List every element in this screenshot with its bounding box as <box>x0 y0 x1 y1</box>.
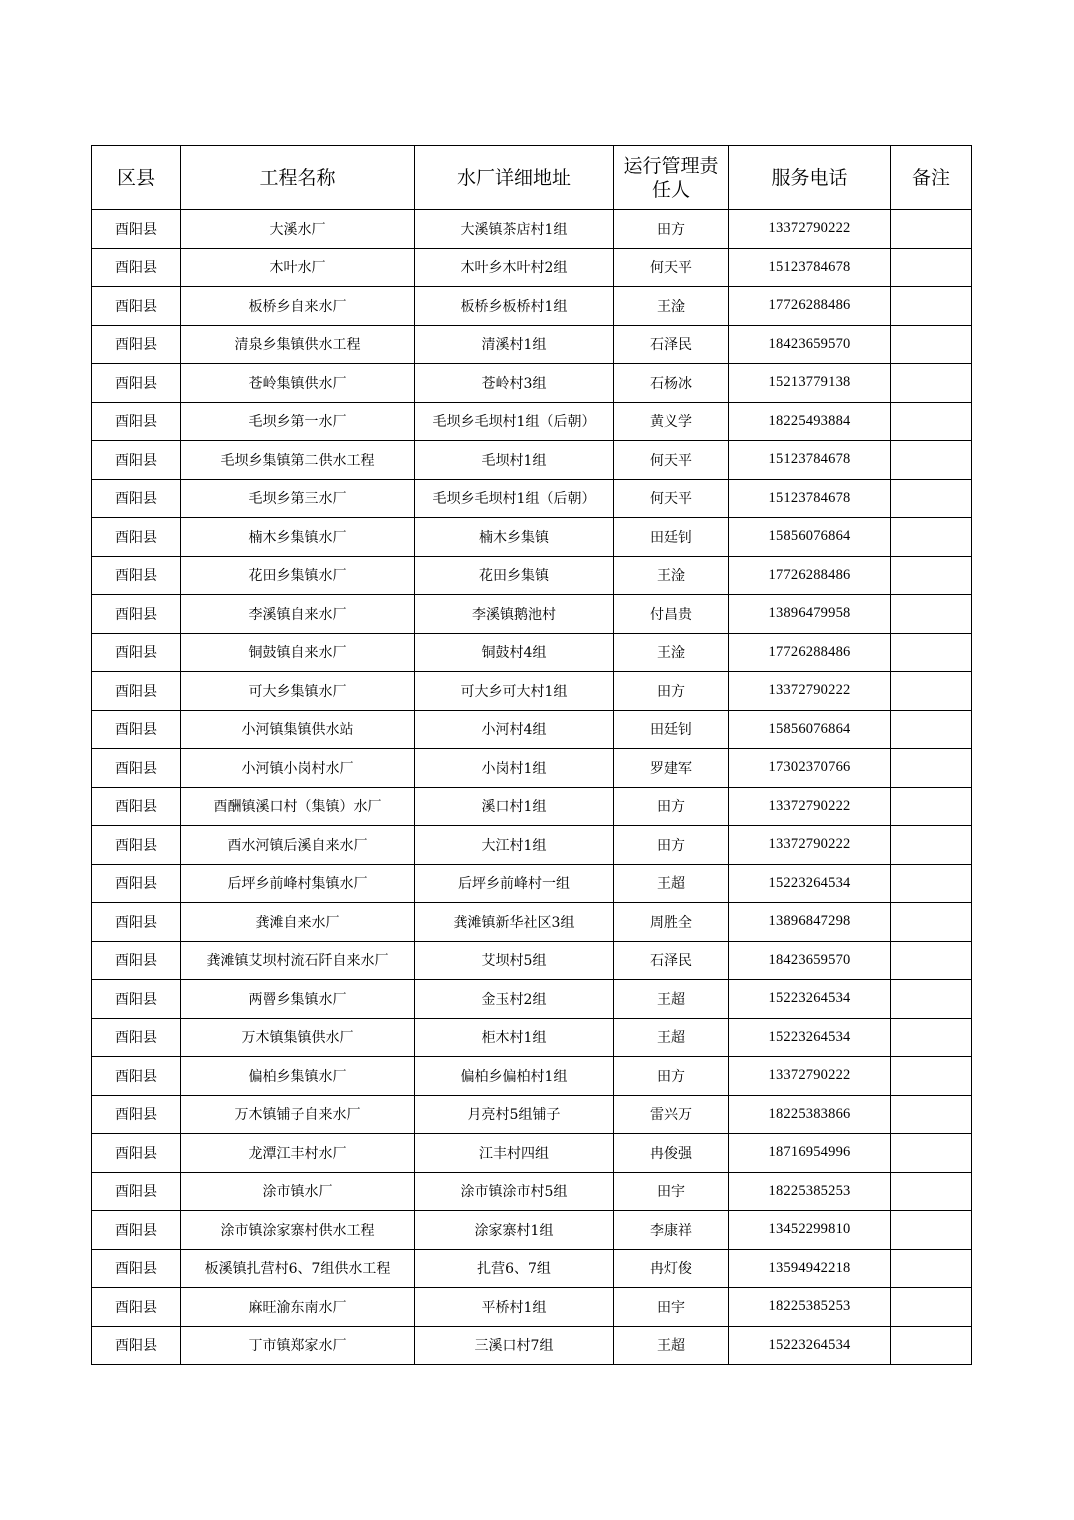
cell-responsible-person: 李康祥 <box>614 1211 729 1250</box>
table-row <box>92 325 972 364</box>
cell-project-name: 龙潭江丰村水厂 <box>181 1134 415 1173</box>
cell-project-name: 万木镇铺子自来水厂 <box>181 1095 415 1134</box>
cell-plant-address: 铜鼓村4组 <box>415 633 614 672</box>
header-service-phone: 服务电话 <box>729 146 891 210</box>
cell-project-name: 小河镇小岗村水厂 <box>181 749 415 788</box>
cell-responsible-person: 付昌贵 <box>614 595 729 634</box>
cell-plant-address: 毛坝乡毛坝村1组（后朝） <box>415 479 614 518</box>
cell-county: 酉阳县 <box>92 248 181 287</box>
cell-service-phone: 13896479958 <box>729 595 891 634</box>
table-row <box>92 710 972 749</box>
cell-remarks <box>891 903 972 942</box>
cell-county: 酉阳县 <box>92 595 181 634</box>
cell-county: 酉阳县 <box>92 826 181 865</box>
cell-responsible-person: 田方 <box>614 1057 729 1096</box>
cell-responsible-person: 王淦 <box>614 633 729 672</box>
cell-responsible-person: 石泽民 <box>614 941 729 980</box>
cell-county: 酉阳县 <box>92 1249 181 1288</box>
table-row <box>92 749 972 788</box>
cell-county: 酉阳县 <box>92 1326 181 1365</box>
cell-responsible-person: 何天平 <box>614 248 729 287</box>
cell-service-phone: 17302370766 <box>729 749 891 788</box>
cell-plant-address: 毛坝村1组 <box>415 441 614 480</box>
cell-responsible-person: 田方 <box>614 210 729 249</box>
cell-county: 酉阳县 <box>92 1211 181 1250</box>
cell-county: 酉阳县 <box>92 633 181 672</box>
table-row <box>92 980 972 1019</box>
table-row <box>92 1288 972 1327</box>
cell-project-name: 板溪镇扎营村6、7组供水工程 <box>181 1249 415 1288</box>
table-row <box>92 441 972 480</box>
cell-plant-address: 平桥村1组 <box>415 1288 614 1327</box>
table-row <box>92 1172 972 1211</box>
cell-responsible-person: 何天平 <box>614 441 729 480</box>
cell-service-phone: 13372790222 <box>729 787 891 826</box>
cell-plant-address: 涂市镇涂市村5组 <box>415 1172 614 1211</box>
cell-responsible-person: 田宇 <box>614 1288 729 1327</box>
cell-project-name: 苍岭集镇供水厂 <box>181 364 415 403</box>
cell-plant-address: 柜木村1组 <box>415 1018 614 1057</box>
cell-county: 酉阳县 <box>92 980 181 1019</box>
table-row <box>92 903 972 942</box>
header-remarks: 备注 <box>891 146 972 210</box>
cell-responsible-person: 王超 <box>614 980 729 1019</box>
cell-plant-address: 清溪村1组 <box>415 325 614 364</box>
table-body <box>92 210 972 1365</box>
cell-county: 酉阳县 <box>92 1018 181 1057</box>
cell-remarks <box>891 287 972 326</box>
table-row <box>92 556 972 595</box>
header-county: 区县 <box>92 146 181 210</box>
cell-responsible-person: 周胜全 <box>614 903 729 942</box>
cell-county: 酉阳县 <box>92 518 181 557</box>
cell-service-phone: 13372790222 <box>729 1057 891 1096</box>
cell-remarks <box>891 556 972 595</box>
table-row <box>92 287 972 326</box>
cell-remarks <box>891 826 972 865</box>
cell-responsible-person: 王超 <box>614 1018 729 1057</box>
cell-project-name: 后坪乡前峰村集镇水厂 <box>181 864 415 903</box>
cell-project-name: 板桥乡自来水厂 <box>181 287 415 326</box>
cell-project-name: 涂市镇水厂 <box>181 1172 415 1211</box>
cell-service-phone: 15123784678 <box>729 441 891 480</box>
table-row <box>92 826 972 865</box>
cell-plant-address: 艾坝村5组 <box>415 941 614 980</box>
cell-project-name: 两罾乡集镇水厂 <box>181 980 415 1019</box>
cell-plant-address: 木叶乡木叶村2组 <box>415 248 614 287</box>
cell-county: 酉阳县 <box>92 749 181 788</box>
cell-project-name: 毛坝乡集镇第二供水工程 <box>181 441 415 480</box>
cell-project-name: 偏柏乡集镇水厂 <box>181 1057 415 1096</box>
cell-responsible-person: 田廷钊 <box>614 518 729 557</box>
cell-service-phone: 15123784678 <box>729 248 891 287</box>
header-row <box>92 146 972 210</box>
cell-project-name: 毛坝乡第三水厂 <box>181 479 415 518</box>
cell-remarks <box>891 1134 972 1173</box>
cell-responsible-person: 雷兴万 <box>614 1095 729 1134</box>
cell-plant-address: 偏柏乡偏柏村1组 <box>415 1057 614 1096</box>
cell-remarks <box>891 749 972 788</box>
cell-responsible-person: 何天平 <box>614 479 729 518</box>
cell-plant-address: 三溪口村7组 <box>415 1326 614 1365</box>
cell-plant-address: 李溪镇鹅池村 <box>415 595 614 634</box>
table-row <box>92 1134 972 1173</box>
cell-remarks <box>891 1326 972 1365</box>
cell-service-phone: 18716954996 <box>729 1134 891 1173</box>
cell-county: 酉阳县 <box>92 864 181 903</box>
table-row <box>92 941 972 980</box>
cell-remarks <box>891 210 972 249</box>
cell-service-phone: 13372790222 <box>729 672 891 711</box>
cell-project-name: 酉酬镇溪口村（集镇）水厂 <box>181 787 415 826</box>
cell-responsible-person: 田宇 <box>614 1172 729 1211</box>
cell-responsible-person: 黄义学 <box>614 402 729 441</box>
cell-remarks <box>891 1172 972 1211</box>
cell-plant-address: 江丰村四组 <box>415 1134 614 1173</box>
cell-county: 酉阳县 <box>92 364 181 403</box>
cell-remarks <box>891 1018 972 1057</box>
table-row <box>92 210 972 249</box>
cell-service-phone: 18225383866 <box>729 1095 891 1134</box>
cell-county: 酉阳县 <box>92 941 181 980</box>
cell-remarks <box>891 710 972 749</box>
header-project-name: 工程名称 <box>181 146 415 210</box>
cell-responsible-person: 冉俊强 <box>614 1134 729 1173</box>
table-row <box>92 248 972 287</box>
cell-responsible-person: 王淦 <box>614 287 729 326</box>
cell-county: 酉阳县 <box>92 1057 181 1096</box>
cell-project-name: 楠木乡集镇水厂 <box>181 518 415 557</box>
cell-plant-address: 涂家寨村1组 <box>415 1211 614 1250</box>
cell-responsible-person: 田方 <box>614 787 729 826</box>
header-responsible-person: 运行管理责任人 <box>614 146 729 210</box>
cell-responsible-person: 冉灯俊 <box>614 1249 729 1288</box>
table-row <box>92 633 972 672</box>
cell-plant-address: 苍岭村3组 <box>415 364 614 403</box>
cell-plant-address: 大江村1组 <box>415 826 614 865</box>
cell-responsible-person: 田方 <box>614 826 729 865</box>
cell-remarks <box>891 325 972 364</box>
cell-remarks <box>891 1095 972 1134</box>
table-row <box>92 672 972 711</box>
cell-remarks <box>891 1249 972 1288</box>
cell-remarks <box>891 787 972 826</box>
cell-remarks <box>891 248 972 287</box>
cell-remarks <box>891 441 972 480</box>
cell-project-name: 小河镇集镇供水站 <box>181 710 415 749</box>
cell-responsible-person: 田方 <box>614 672 729 711</box>
cell-service-phone: 17726288486 <box>729 633 891 672</box>
cell-responsible-person: 王淦 <box>614 556 729 595</box>
cell-project-name: 大溪水厂 <box>181 210 415 249</box>
cell-county: 酉阳县 <box>92 1172 181 1211</box>
cell-remarks <box>891 864 972 903</box>
cell-service-phone: 13452299810 <box>729 1211 891 1250</box>
cell-service-phone: 15223264534 <box>729 980 891 1019</box>
cell-plant-address: 扎营6、7组 <box>415 1249 614 1288</box>
cell-remarks <box>891 1288 972 1327</box>
cell-service-phone: 15223264534 <box>729 864 891 903</box>
table-row <box>92 1057 972 1096</box>
cell-plant-address: 大溪镇茶店村1组 <box>415 210 614 249</box>
cell-plant-address: 板桥乡板桥村1组 <box>415 287 614 326</box>
water-plant-table-sheet <box>91 145 972 1365</box>
table-row <box>92 595 972 634</box>
cell-project-name: 毛坝乡第一水厂 <box>181 402 415 441</box>
cell-service-phone: 17726288486 <box>729 287 891 326</box>
cell-county: 酉阳县 <box>92 672 181 711</box>
cell-service-phone: 18225385253 <box>729 1288 891 1327</box>
cell-plant-address: 月亮村5组铺子 <box>415 1095 614 1134</box>
cell-project-name: 丁市镇郑家水厂 <box>181 1326 415 1365</box>
cell-plant-address: 毛坝乡毛坝村1组（后朝） <box>415 402 614 441</box>
cell-project-name: 涂市镇涂家寨村供水工程 <box>181 1211 415 1250</box>
cell-responsible-person: 王超 <box>614 864 729 903</box>
cell-remarks <box>891 980 972 1019</box>
cell-service-phone: 18225493884 <box>729 402 891 441</box>
cell-plant-address: 花田乡集镇 <box>415 556 614 595</box>
cell-project-name: 龚滩自来水厂 <box>181 903 415 942</box>
cell-plant-address: 楠木乡集镇 <box>415 518 614 557</box>
table-row <box>92 364 972 403</box>
cell-remarks <box>891 672 972 711</box>
cell-county: 酉阳县 <box>92 903 181 942</box>
cell-county: 酉阳县 <box>92 1134 181 1173</box>
cell-county: 酉阳县 <box>92 710 181 749</box>
cell-service-phone: 15856076864 <box>729 710 891 749</box>
cell-project-name: 万木镇集镇供水厂 <box>181 1018 415 1057</box>
cell-service-phone: 18423659570 <box>729 325 891 364</box>
cell-remarks <box>891 1211 972 1250</box>
cell-county: 酉阳县 <box>92 556 181 595</box>
cell-remarks <box>891 479 972 518</box>
cell-service-phone: 15213779138 <box>729 364 891 403</box>
cell-plant-address: 龚滩镇新华社区3组 <box>415 903 614 942</box>
cell-county: 酉阳县 <box>92 1095 181 1134</box>
cell-county: 酉阳县 <box>92 287 181 326</box>
cell-responsible-person: 石泽民 <box>614 325 729 364</box>
cell-county: 酉阳县 <box>92 402 181 441</box>
cell-service-phone: 18225385253 <box>729 1172 891 1211</box>
cell-remarks <box>891 518 972 557</box>
cell-service-phone: 15856076864 <box>729 518 891 557</box>
cell-project-name: 清泉乡集镇供水工程 <box>181 325 415 364</box>
header-plant-address: 水厂详细地址 <box>415 146 614 210</box>
cell-county: 酉阳县 <box>92 441 181 480</box>
table-row <box>92 864 972 903</box>
cell-service-phone: 15223264534 <box>729 1326 891 1365</box>
cell-service-phone: 17726288486 <box>729 556 891 595</box>
cell-remarks <box>891 402 972 441</box>
water-plant-table <box>91 145 972 1365</box>
cell-project-name: 李溪镇自来水厂 <box>181 595 415 634</box>
cell-county: 酉阳县 <box>92 787 181 826</box>
cell-service-phone: 13594942218 <box>729 1249 891 1288</box>
table-row <box>92 479 972 518</box>
cell-service-phone: 18423659570 <box>729 941 891 980</box>
table-row <box>92 1018 972 1057</box>
table-row <box>92 402 972 441</box>
cell-county: 酉阳县 <box>92 325 181 364</box>
cell-project-name: 可大乡集镇水厂 <box>181 672 415 711</box>
cell-service-phone: 13372790222 <box>729 826 891 865</box>
cell-service-phone: 15223264534 <box>729 1018 891 1057</box>
cell-remarks <box>891 941 972 980</box>
cell-service-phone: 13372790222 <box>729 210 891 249</box>
cell-service-phone: 13896847298 <box>729 903 891 942</box>
cell-remarks <box>891 595 972 634</box>
table-row <box>92 1095 972 1134</box>
cell-county: 酉阳县 <box>92 210 181 249</box>
cell-project-name: 铜鼓镇自来水厂 <box>181 633 415 672</box>
cell-county: 酉阳县 <box>92 479 181 518</box>
cell-plant-address: 溪口村1组 <box>415 787 614 826</box>
table-row <box>92 518 972 557</box>
cell-plant-address: 可大乡可大村1组 <box>415 672 614 711</box>
cell-plant-address: 后坪乡前峰村一组 <box>415 864 614 903</box>
cell-county: 酉阳县 <box>92 1288 181 1327</box>
cell-project-name: 酉水河镇后溪自来水厂 <box>181 826 415 865</box>
cell-remarks <box>891 1057 972 1096</box>
cell-service-phone: 15123784678 <box>729 479 891 518</box>
table-row <box>92 1211 972 1250</box>
table-row <box>92 1326 972 1365</box>
cell-plant-address: 金玉村2组 <box>415 980 614 1019</box>
cell-plant-address: 小河村4组 <box>415 710 614 749</box>
table-header <box>92 146 972 210</box>
table-row <box>92 1249 972 1288</box>
cell-project-name: 龚滩镇艾坝村流石阡自来水厂 <box>181 941 415 980</box>
cell-plant-address: 小岗村1组 <box>415 749 614 788</box>
cell-remarks <box>891 633 972 672</box>
table-row <box>92 787 972 826</box>
cell-project-name: 麻旺渝东南水厂 <box>181 1288 415 1327</box>
cell-responsible-person: 田廷钊 <box>614 710 729 749</box>
cell-responsible-person: 王超 <box>614 1326 729 1365</box>
cell-project-name: 木叶水厂 <box>181 248 415 287</box>
cell-responsible-person: 罗建军 <box>614 749 729 788</box>
cell-project-name: 花田乡集镇水厂 <box>181 556 415 595</box>
cell-responsible-person: 石杨冰 <box>614 364 729 403</box>
cell-remarks <box>891 364 972 403</box>
